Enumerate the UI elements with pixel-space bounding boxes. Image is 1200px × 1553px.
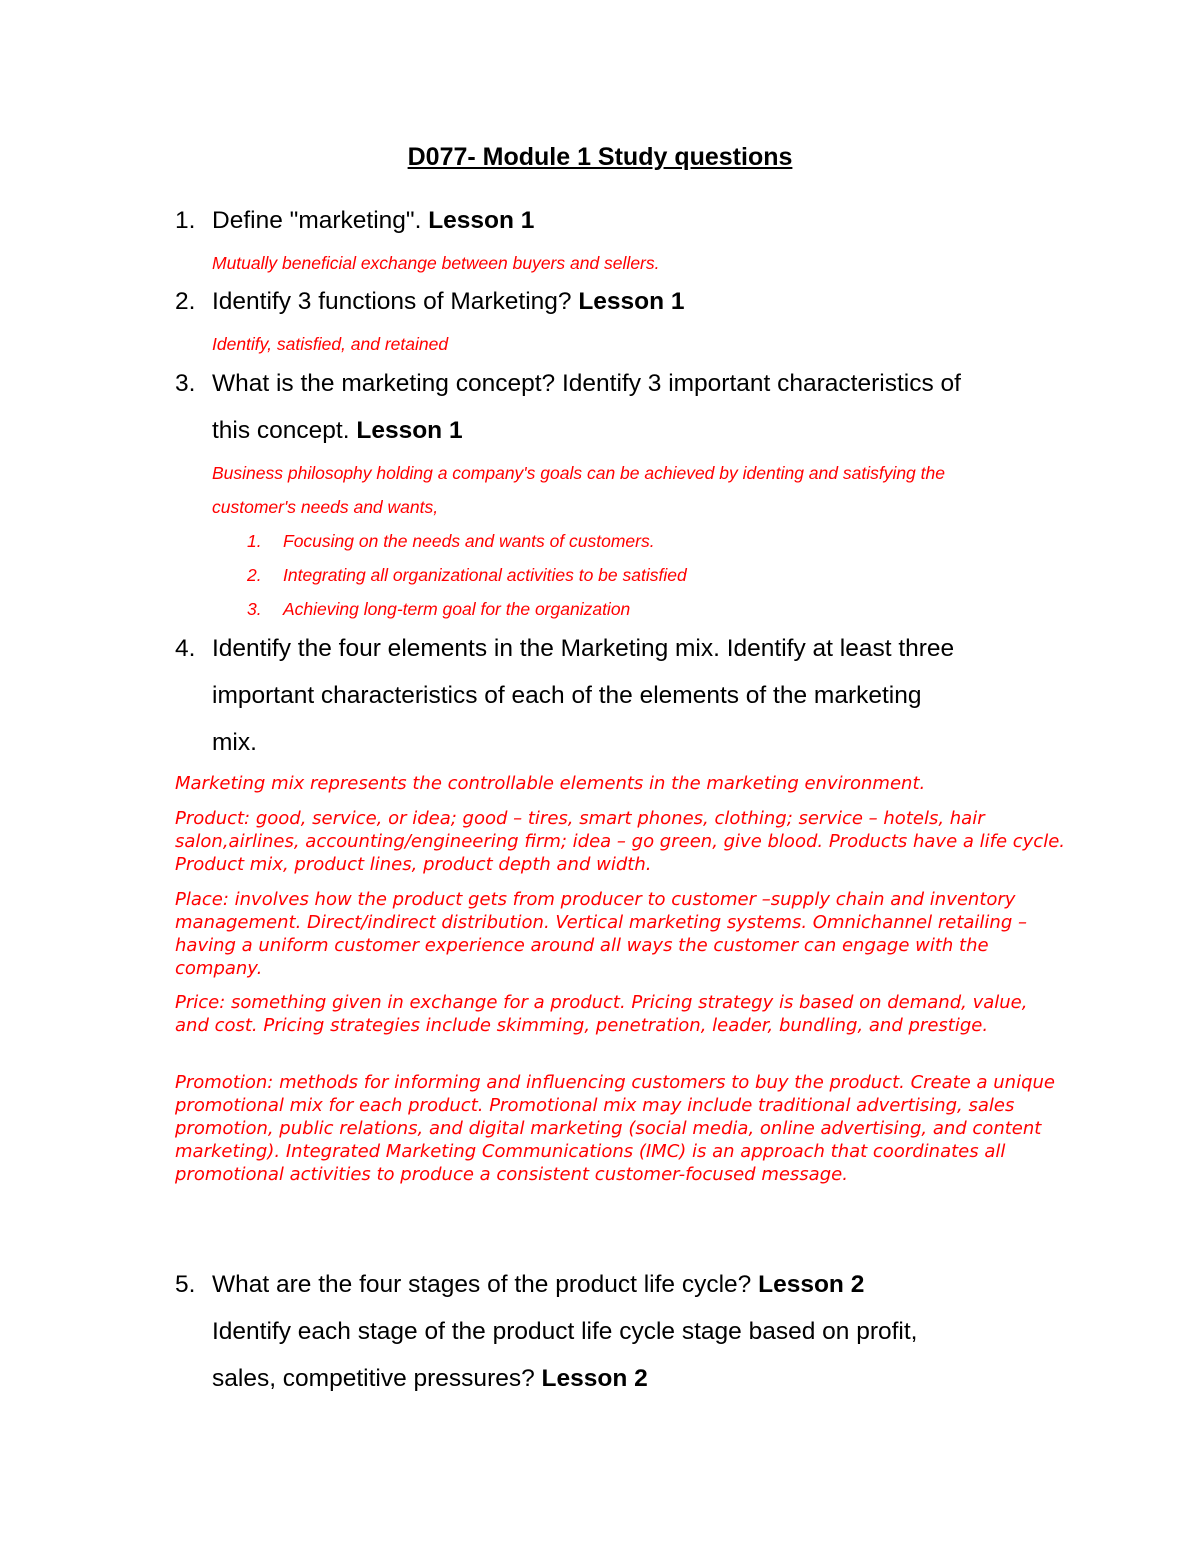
answer-2: Identify, satisfied, and retained [212,334,449,354]
question-number: 5. [175,1271,196,1298]
question-text [212,1261,1072,1402]
answer-3-line-1: Business philosophy holding a company's goals can be achieved by identing and satisfying the [212,463,945,483]
question-1-text: Define "marketing". [212,207,429,234]
marketing-mix-product: Product: good, service, or idea; good – tires, smart phones, clothing; service – hotels, hair salon,airlines, accounting/engineering firm; idea – go green, give blood. Products have a life cycle. Product mix, product lines, product depth and width. [175,808,1065,875]
question-2-text: Identify 3 functions of Marketing? [212,288,579,315]
list-item-number: 2. [247,565,262,585]
answer-1: Mutually beneficial exchange between buyers and sellers. [212,253,660,273]
question-text [212,197,1072,244]
question-5-line-3 [212,1355,1072,1402]
lesson-label: Lesson 2 [758,1271,865,1298]
lesson-label: Lesson 1 [428,207,535,234]
question-number: 1. [175,207,196,234]
question-4-line-2: important characteristics of each of the elements of the marketing [212,682,922,709]
question-5-line-1-text: What are the four stages of the product life cycle? [212,1271,759,1298]
question-text [212,278,1072,325]
marketing-mix-place: Place: involves how the product gets from producer to customer –supply chain and inventory management. Direct/indirect distribution. Vertical marketing systems. Omnichannel retailing – having a uniform customer experience around all ways the customer can engage with the company. [175,889,1027,979]
question-5-line-2: Identify each stage of the product life cycle stage based on profit, [212,1318,918,1345]
marketing-mix-price: Price: something given in exchange for a product. Pricing strategy is based on demand, value, and cost. Pricing strategies include skimming, penetration, leader, bundling, and prestige. [175,992,1028,1036]
list-item-text: Integrating all organizational activities to be satisfied [283,565,687,585]
question-text [212,625,1072,766]
page-title: D077- Module 1 Study questions [407,143,793,171]
question-3-line-1: What is the marketing concept? Identify 3 important characteristics of [212,370,961,397]
question-5-line-3-text: sales, competitive pressures? [212,1365,542,1392]
list-item-number: 3. [247,599,262,619]
list-item-text: Achieving long-term goal for the organization [283,599,631,619]
list-item-text: Focusing on the needs and wants of customers. [283,531,655,551]
marketing-mix-intro: Marketing mix represents the controllable elements in the marketing environment. [175,773,926,794]
question-number: 3. [175,370,196,397]
question-3-line-2 [212,407,1072,454]
question-number: 4. [175,635,196,662]
question-text [212,360,1072,454]
lesson-label: Lesson 2 [541,1365,648,1392]
question-4-line-3: mix. [212,729,257,756]
lesson-label: Lesson 1 [356,417,463,444]
lesson-label: Lesson 1 [578,288,685,315]
question-number: 2. [175,288,196,315]
answer-3-line-2: customer's needs and wants, [212,497,439,517]
question-4-line-1: Identify the four elements in the Marketing mix. Identify at least three [212,635,955,662]
marketing-mix-promotion: Promotion: methods for informing and influencing customers to buy the product. Create a unique promotional mix for each product. Promotional mix may include traditional advertising, sales promotion, public relations, and digital marketing (social media, online advertising, and content marketing). Integrated Marketing Communications (IMC) is an approach that coordinates all promotional activities to produce a consistent customer-focused message. [175,1072,1055,1185]
list-item-number: 1. [247,531,262,551]
question-5-line-1 [212,1261,1072,1308]
question-3-line-2-text: this concept. [212,417,357,444]
